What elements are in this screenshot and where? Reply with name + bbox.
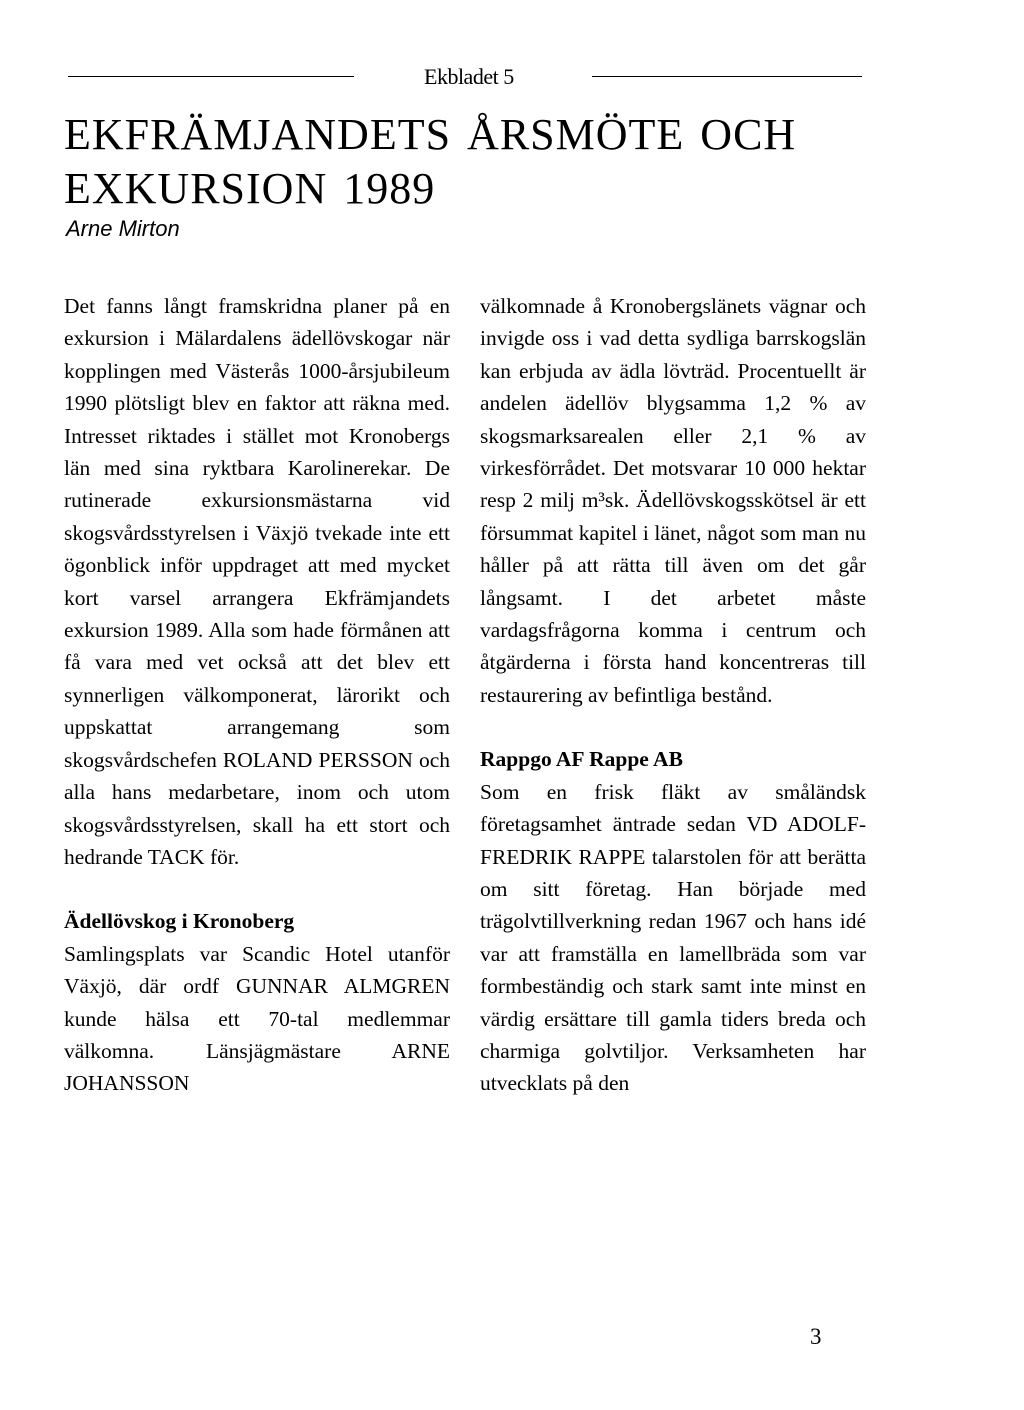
article-title	[64, 108, 844, 216]
section-heading-adellovskog: Ädellövskog i Kronoberg	[64, 909, 295, 934]
header-rule-left	[68, 76, 354, 77]
left-paragraph-2: Samlingsplats var Scandic Hotel utanför Växjö, där ordf GUNNAR ALMGREN kunde hälsa ett 70-tal medlemmar välkomna. Länsjägmästare ARNE JOHANSSON	[64, 941, 450, 1096]
page-number: 3	[810, 1324, 822, 1349]
header-rule-right	[592, 76, 862, 77]
left-paragraph-1: Det fanns långt framskridna planer på en exkursion i Mälardalens ädellövskogar när kopplingen med Västerås 1000-årsjubileum 1990 plötsligt blev en faktor att räkna med. Intresset riktades i stället mot Kronobergs län med sina ryktbara Karolinerekar. De rutinerade exkursionsmästarna vid skogsvårdsstyrelsen i Växjö tvekade inte ett ögonblick inför uppdraget att med mycket kort varsel arrangera Ekfrämjandets exkursion 1989. Alla som hade förmånen att få vara med vet också att det blev ett synnerligen välkomponerat, lärorikt och uppskattat arrangemang som skogsvårdschefen ROLAND PERSSON och alla hans medarbetare, inom och utom skogsvårdsstyrelsen, skall ha ett stort och hedrande TACK för.	[64, 294, 450, 869]
article-author: Arne Mirton	[66, 216, 180, 241]
running-header: Ekbladet 5	[424, 64, 514, 89]
right-paragraph-2: Som en frisk fläkt av småländsk företagsamhet äntrade sedan VD ADOLF-FREDRIK RAPPE talarstolen för att berätta om sitt företag. Han började med trägolvtillverkning redan 1967 och hans idé var att framställa en lamellbräda som var formbeständig och stark samt inte minst en värdig ersättare till gamla tiders breda och charmiga golvtiljor. Verksamheten har utvecklats på den	[480, 779, 866, 1096]
right-paragraph-1: välkomnade å Kronobergslänets vägnar och invigde oss i vad detta sydliga barrskogslän kan erbjuda av ädla lövträd. Procentuellt är andelen ädellöv blygsamma 1,2 % av skogsmarksarealen eller 2,1 % av virkesförrådet. Det motsvarar 10 000 hektar resp 2 milj m³sk. Ädellövskogsskötsel är ett försummat kapitel i länet, något som man nu håller på att rätta till även om det går långsamt. I det arbetet måste vardagsfrågorna komma i centrum och åtgärderna i första hand koncentreras till restaurering av befintliga bestånd.	[480, 294, 866, 707]
section-heading-rappgo: Rappgo AF Rappe AB	[480, 747, 683, 772]
left-column	[64, 290, 450, 1100]
right-column	[480, 290, 866, 1100]
article-title-line1: EKFRÄMJANDETS ÅRSMÖTE OCH	[64, 110, 797, 159]
article-title-line2: EXKURSION 1989	[64, 164, 436, 213]
